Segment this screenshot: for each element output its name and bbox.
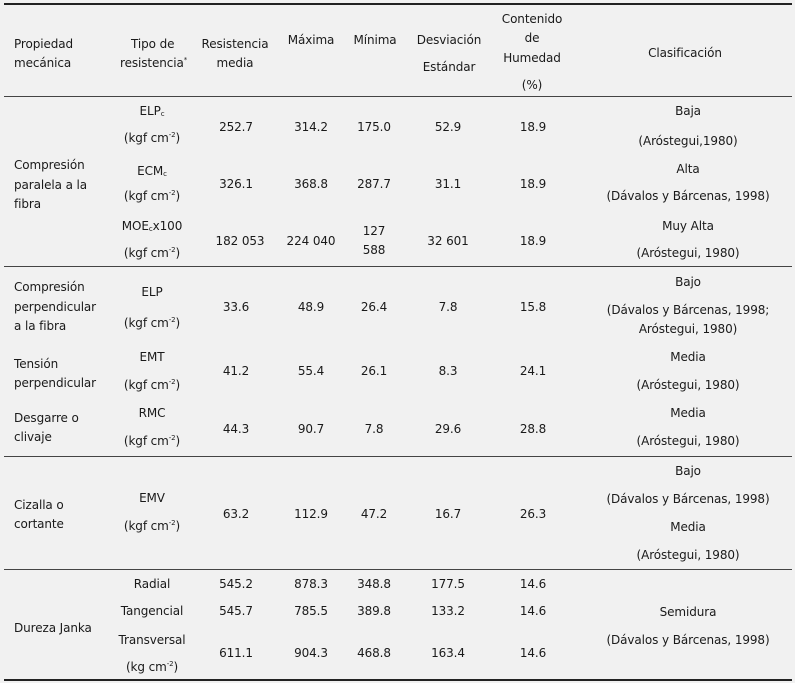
header-maxima: Máxima	[287, 33, 335, 47]
property-label: clivaje	[14, 430, 52, 444]
classification-cell: Muy Alta	[662, 219, 714, 233]
reference-cell: (Aróstegui, 1980)	[636, 434, 740, 448]
unit-cell: (kgf $cm^{-2}$)	[123, 378, 181, 392]
type-cell: $ECM_c$	[137, 164, 167, 178]
header-tipo-line2: resistencia*	[120, 56, 188, 70]
unit-cell: (kgf $cm^{-2}$)	[123, 519, 181, 533]
header-humedad-line4: (%)	[521, 78, 543, 92]
reference-cell: (Dávalos y Bárcenas, 1998)	[606, 492, 770, 506]
header-desviacion-line1: Desviación	[416, 33, 482, 47]
property-label: Compresión	[14, 280, 85, 294]
classification-cell: Media	[670, 350, 706, 364]
media-cell: 44.3	[222, 422, 250, 436]
max-cell: 314.2	[294, 120, 328, 134]
humedad-cell: 15.8	[519, 300, 547, 314]
property-label: Dureza Janka	[14, 621, 92, 635]
unit-cell: (kg $cm^{-2}$)	[125, 660, 179, 674]
min-cell: 175.0	[357, 120, 391, 134]
humedad-cell: 14.6	[519, 646, 547, 660]
classification-cell: Alta	[676, 162, 700, 176]
header-resistencia-line1: Resistencia	[201, 37, 269, 51]
header-propiedad-line1: Propiedad	[14, 37, 74, 51]
humedad-cell: 28.8	[519, 422, 547, 436]
min-cell: 389.8	[357, 604, 391, 618]
min-cell-line2: 588	[362, 243, 386, 257]
classification-cell: Media	[670, 406, 706, 420]
table-rule-bottom	[4, 679, 792, 681]
sd-cell: 52.9	[434, 120, 462, 134]
type-cell: Transversal	[118, 633, 186, 647]
min-cell: 348.8	[357, 577, 391, 591]
property-label: paralela a la	[14, 178, 88, 192]
property-label: a la fibra	[14, 319, 67, 333]
media-cell: 182 053	[215, 234, 265, 248]
min-cell: 7.8	[364, 422, 384, 436]
header-desviacion-line2: Estándar	[422, 60, 476, 74]
type-cell: RMC	[138, 406, 166, 420]
min-cell: 26.1	[360, 364, 388, 378]
header-humedad-line3: Humedad	[503, 51, 561, 65]
max-cell: 904.3	[294, 646, 328, 660]
max-cell: 368.8	[294, 177, 328, 191]
humedad-cell: 14.6	[519, 577, 547, 591]
header-clasificacion: Clasificación	[648, 46, 722, 60]
unit-cell: (kgf $cm^{-2}$)	[123, 246, 181, 260]
reference-cell: (Aróstegui, 1980)	[636, 246, 740, 260]
max-cell: 55.4	[297, 364, 325, 378]
type-cell: EMV	[139, 491, 165, 505]
reference-cell: (Dávalos y Bárcenas, 1998;	[606, 303, 770, 317]
table-rule-header	[4, 96, 792, 97]
max-cell: 224 040	[286, 234, 336, 248]
property-label: Tensión	[14, 357, 59, 371]
reference-cell: (Aróstegui, 1980)	[636, 548, 740, 562]
header-tipo-line1: Tipo de	[131, 37, 175, 51]
max-cell: 48.9	[297, 300, 325, 314]
classification-cell: Baja	[675, 104, 701, 118]
humedad-cell: 26.3	[519, 507, 547, 521]
sd-cell: 7.8	[438, 300, 458, 314]
reference-cell: (Aróstegui,1980)	[638, 134, 738, 148]
type-cell: Radial	[133, 577, 171, 591]
property-label: cortante	[14, 517, 64, 531]
classification-cell: Bajo	[675, 275, 701, 289]
table-rule-group2	[4, 456, 792, 457]
header-humedad-line2: de	[524, 31, 540, 45]
min-cell: 26.4	[360, 300, 388, 314]
unit-cell: (kgf $cm^{-2}$)	[123, 316, 181, 330]
sd-cell: 163.4	[431, 646, 465, 660]
classification-cell: Media	[670, 520, 706, 534]
type-cell: $ELP_c$	[139, 104, 165, 118]
sd-cell: 177.5	[431, 577, 465, 591]
humedad-cell: 18.9	[519, 120, 547, 134]
header-resistencia-line2: media	[216, 56, 254, 70]
header-minima: Mínima	[353, 33, 397, 47]
sd-cell: 29.6	[434, 422, 462, 436]
type-cell: EMT	[139, 350, 165, 364]
min-cell: 287.7	[357, 177, 391, 191]
table-rule-group3	[4, 569, 792, 570]
humedad-cell: 18.9	[519, 177, 547, 191]
media-cell: 33.6	[222, 300, 250, 314]
property-label: perpendicular	[14, 376, 97, 390]
media-cell: 326.1	[219, 177, 253, 191]
media-cell: 545.2	[219, 577, 253, 591]
reference-cell: (Dávalos y Bárcenas, 1998)	[606, 189, 770, 203]
sd-cell: 32 601	[427, 234, 469, 248]
sd-cell: 8.3	[438, 364, 458, 378]
media-cell: 41.2	[222, 364, 250, 378]
reference-cell: (Dávalos y Bárcenas, 1998)	[606, 633, 770, 647]
max-cell: 90.7	[297, 422, 325, 436]
table-rule-top	[4, 3, 792, 5]
media-cell: 545.7	[219, 604, 253, 618]
max-cell: 785.5	[294, 604, 328, 618]
sd-cell: 16.7	[434, 507, 462, 521]
header-tipo-footnote-mark: *	[183, 56, 188, 64]
reference-cell: (Aróstegui, 1980)	[636, 378, 740, 392]
media-cell: 252.7	[219, 120, 253, 134]
type-cell: Tangencial	[120, 604, 184, 618]
sd-cell: 133.2	[431, 604, 465, 618]
max-cell: 112.9	[294, 507, 328, 521]
table-rule-group1	[4, 266, 792, 267]
max-cell: 878.3	[294, 577, 328, 591]
header-propiedad-line2: mecánica	[14, 56, 72, 70]
sd-cell: 31.1	[434, 177, 462, 191]
classification-cell: Bajo	[675, 464, 701, 478]
property-label: Desgarre o	[14, 411, 79, 425]
type-cell: $MOE_cx100$	[121, 219, 183, 233]
reference-cell: Aróstegui, 1980)	[638, 322, 738, 336]
header-humedad-line1: Contenido	[501, 12, 563, 26]
min-cell-line1: 127	[362, 224, 386, 238]
property-label: Compresión	[14, 158, 85, 172]
unit-cell: (kgf $cm^{-2}$)	[123, 189, 181, 203]
property-label: perpendicular	[14, 300, 97, 314]
unit-cell: (kgf $cm^{-2}$)	[123, 131, 181, 145]
min-cell: 468.8	[357, 646, 391, 660]
property-label: fibra	[14, 197, 41, 211]
classification-cell: Semidura	[659, 605, 717, 619]
media-cell: 611.1	[219, 646, 253, 660]
min-cell: 47.2	[360, 507, 388, 521]
type-cell: ELP	[141, 285, 163, 299]
property-label: Cizalla o	[14, 498, 64, 512]
humedad-cell: 18.9	[519, 234, 547, 248]
unit-cell: (kgf $cm^{-2}$)	[123, 434, 181, 448]
media-cell: 63.2	[222, 507, 250, 521]
humedad-cell: 14.6	[519, 604, 547, 618]
humedad-cell: 24.1	[519, 364, 547, 378]
